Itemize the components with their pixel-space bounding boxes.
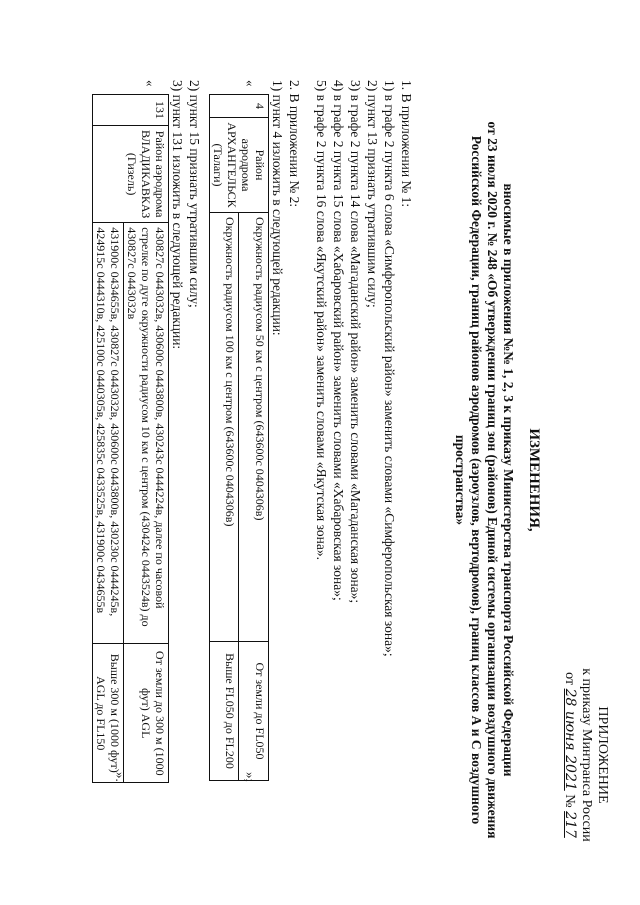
document-heading [452, 120, 542, 840]
handwritten-number: 217 [562, 811, 578, 838]
section-1-title: 1. В приложении № 1: [399, 80, 414, 208]
section-1-item: 5) в графе 2 пункта 16 слова «Якутский район» заменить словами «Якутская зона». [314, 80, 329, 560]
altitude-limit: От земли до 300 м (1000 фут) AGL [124, 644, 169, 783]
close-quote: ». [113, 772, 128, 782]
zone-description: 430827с 0443032в, 430600с 0443800в, 430243с 0444224в, далее по часовой стрелке по дуге окружности радиусом 10 км с центром (430424с 0443524в) до 430827с 0443032в [124, 223, 169, 644]
heading-line-1: вносимые в приложения №№ 1, 2, 3 к приказу Министерства транспорта Российской Федерации [501, 183, 516, 777]
section-1-item: 3) в графе 2 пункта 14 слова «Магаданский район» заменить словами «Магаданская зона»; [348, 80, 363, 604]
appendix-date-line [561, 640, 578, 870]
date-prefix: от [562, 672, 577, 686]
handwritten-date: 28 июня 2021 [562, 688, 578, 791]
section-2-item-2: 2) пункт 15 признать утратившим силу; [187, 80, 202, 308]
zone-description: 431900с 0434655в, 430827с 0443032в, 430600с 0443800в, 430230с 0444245в, 424915с 0444310в, 425100с 0440305в, 425835с 0433525в, 431900с 0434655в [93, 223, 124, 644]
open-quote: « [243, 80, 258, 87]
appendix-order-line: к приказу Минтранса России [579, 668, 594, 842]
section-2-item-3: 3) пункт 131 изложить в следующей редакции: [170, 80, 185, 350]
open-quote: « [143, 80, 158, 87]
table-131-wrapper [92, 80, 169, 840]
zone-description: Окружность радиусом 50 км с центром (643600с 0404306в) [239, 213, 269, 642]
heading-line-3: Российской Федерации, границ районов аэродромов (аэроузлов, вертодромов), границ классов А и С воздушного [469, 135, 484, 825]
document-title: ИЗМЕНЕНИЯ, [526, 428, 542, 532]
document-body [92, 80, 415, 840]
zone-description: Окружность радиусом 100 км с центром (643600с 0404306в) [210, 213, 240, 642]
appendix-title: ПРИЛОЖЕНИЕ [595, 706, 610, 804]
section-1-item: 1) в графе 2 пункта 6 слова «Симферопольский район» заменить словами «Симферопольская зона»; [382, 80, 397, 657]
section-1-item: 2) пункт 13 признать утратившим силу; [365, 80, 380, 308]
section-1-item: 4) в графе 2 пункта 15 слова «Хабаровский район» заменить словами «Хабаровская зона»; [331, 80, 346, 601]
table-point-131 [92, 94, 169, 783]
altitude-limit: Выше FL050 до FL200 [210, 642, 240, 781]
section-2-title: 2. В приложении № 2: [287, 80, 302, 208]
region-name: Район аэродрома ВЛАДИКАВКАЗ (Гизель) [93, 126, 169, 223]
section-2-item-1: 1) пункт 4 изложить в следующей редакции: [270, 80, 285, 336]
number-prefix: № [562, 794, 577, 808]
table-row [239, 95, 269, 781]
altitude-limit: От земли до FL050 [239, 642, 269, 781]
point-number: 131 [93, 95, 169, 126]
altitude-limit: Выше 300 м (1000 фут) AGL до FL150 [93, 644, 124, 783]
close-quote: »; [243, 772, 258, 783]
heading-line-4: пространства» [453, 434, 468, 526]
table-point-4 [209, 94, 269, 781]
table-row [124, 95, 169, 783]
appendix-header [561, 640, 610, 870]
heading-line-2: от 23 июля 2020 г. № 248 «Об утверждении границ зон (районов) Единой системы организации воздушного движения [485, 121, 500, 839]
region-name: Район аэродрома АРХАНГЕЛЬСК (Талаги) [210, 118, 269, 213]
point-number: 4 [210, 95, 269, 118]
table-4-wrapper [209, 80, 269, 840]
